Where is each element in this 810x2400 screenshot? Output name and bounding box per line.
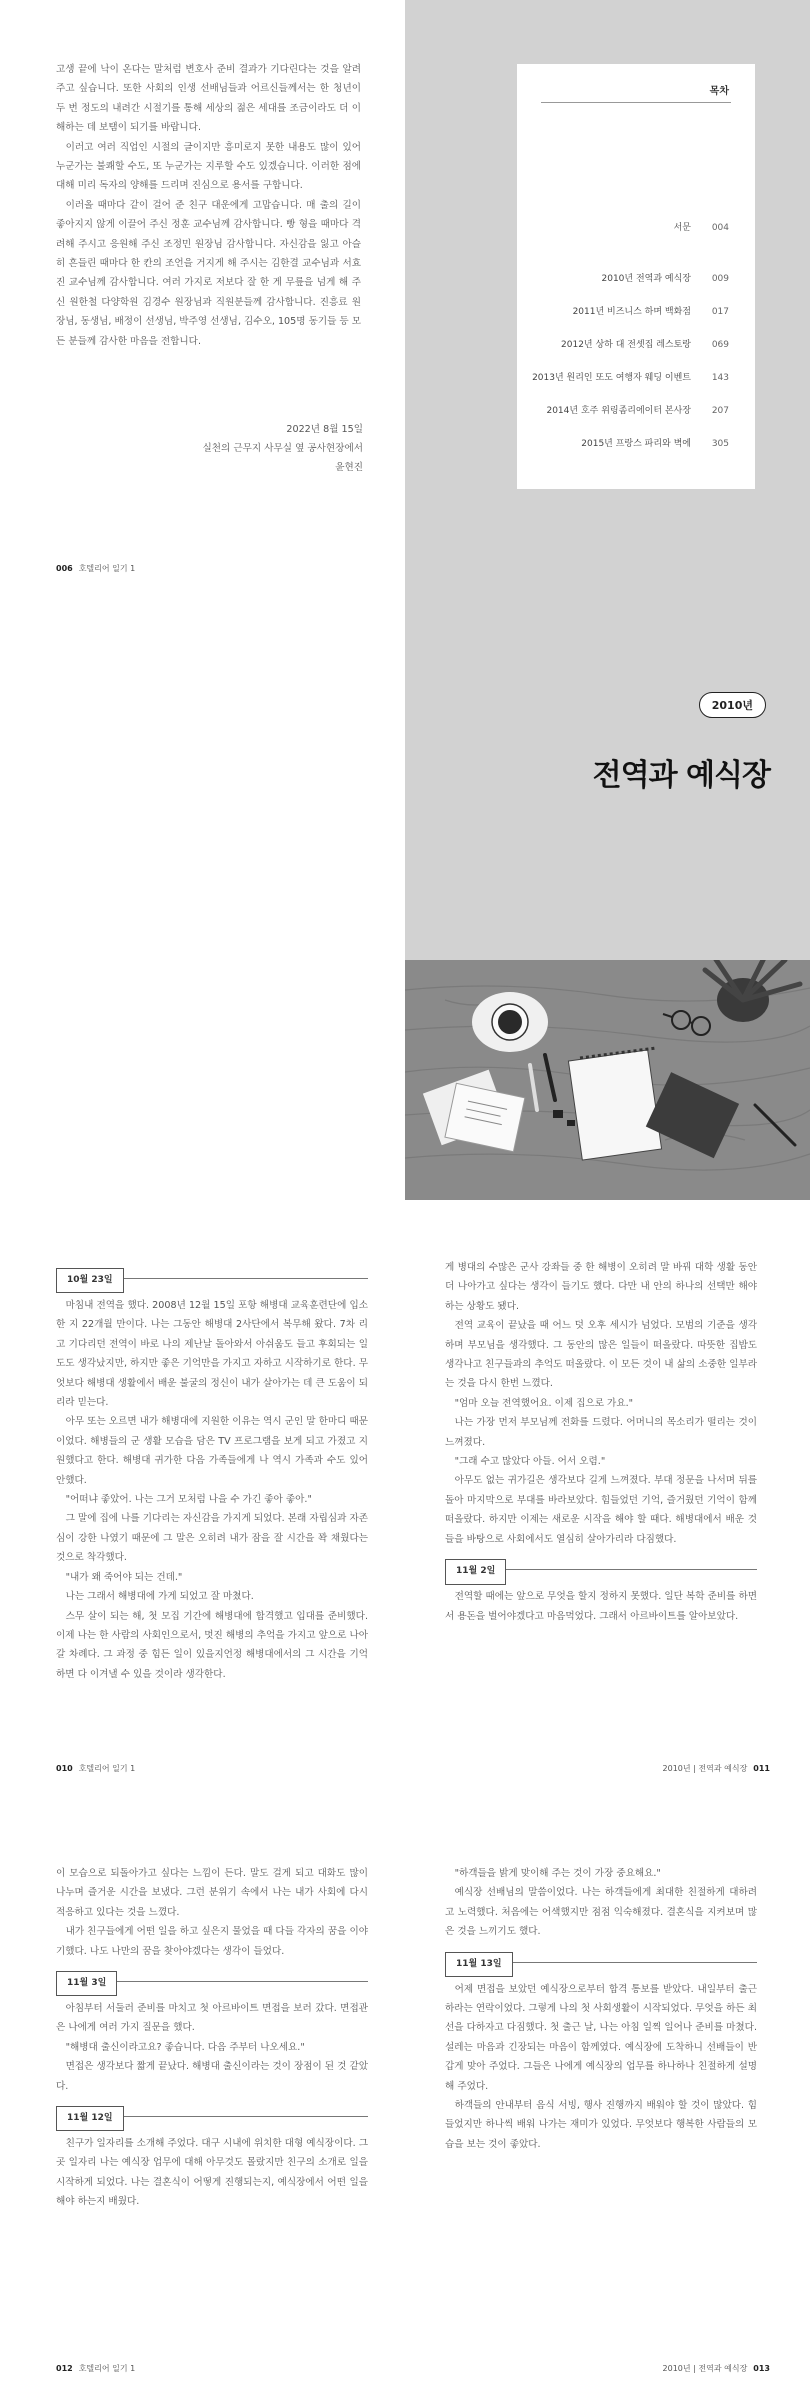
toc-item[interactable] [529, 212, 729, 245]
toc-item[interactable] [529, 329, 729, 362]
page-number: 006 [56, 564, 73, 573]
page-folio [56, 563, 135, 574]
preface-body [56, 60, 361, 351]
preface-place: 실천의 근무지 사무실 옆 공사현장에서 [202, 443, 363, 454]
toc-item-page: 009 [711, 274, 729, 284]
chapter-running-head: 2010년 | 전역과 예식장 [662, 2364, 748, 2373]
toc-item-label: 2013년 원리인 또도 여행자 웨딩 이벤트 [532, 373, 691, 383]
desk-illustration [405, 960, 810, 1200]
diary-paragraph: "하객들을 밝게 맞이해 주는 것이 가장 중요해요." [454, 1868, 661, 1879]
toc-item[interactable] [529, 362, 729, 395]
diary-paragraph: 이 모습으로 되돌아가고 싶다는 느낌이 든다. 말도 걸게 되고 대화도 많이 나누며 즐거운 시간을 보냈다. 그런 분위기 속에서 나는 내가 사회에 다시 적응하고 있다는 것을 느꼈다. [56, 1868, 368, 1918]
date-tag: 11월 13일 [445, 1952, 513, 1977]
diary-paragraph: 어제 면접을 보았던 예식장으로부터 합격 통보를 받았다. 내일부터 출근하라는 연락이었다. 그렇게 나의 첫 사회생활이 시작되었다. 무엇을 하든 최선을 다하자고 다짐했다. 첫 출근 날, 나는 아침 일찍 일어나 준비를 마쳤다. 설레는 마음과 긴장되는 마음이 함께였다. 예식장에 도착하니 선배들이 반갑게 맞아 주었다. 그들은 나에게 예식장의 업무를 하나하나 친절하게 설명해 주었다. [445, 1983, 757, 2092]
toc-item-page: 017 [711, 307, 729, 317]
diary-body [445, 1258, 757, 1626]
page-chapter-title [405, 600, 810, 1200]
page-012 [0, 1800, 405, 2400]
diary-body [56, 1258, 368, 1684]
preface-date: 2022년 8월 15일 [286, 424, 363, 435]
page-folio [56, 2363, 135, 2374]
page-number: 011 [753, 1764, 770, 1773]
coffee-cup-icon [472, 992, 548, 1052]
diary-paragraph: 전역 교육이 끝났을 때 어느 덧 오후 세시가 넘었다. 모범의 기준을 생각하며 부모님을 생각했다. 그 동안의 많은 일들이 떠올랐다. 따뜻한 집밥도 생각나고 친구들과의 추억도 떠올랐다. 이 모든 것이 내 삶의 소중한 일부라는 것을 다시 한번 느꼈다. [445, 1320, 757, 1390]
diary-paragraph: "엄마 오늘 전역했어요. 이제 집으로 가요." [454, 1397, 634, 1409]
page-number: 013 [753, 2364, 770, 2373]
diary-paragraph: "해병대 출신이라고요? 좋습니다. 다음 주부터 나오세요." [65, 2041, 305, 2053]
diary-paragraph: "내가 왜 죽어야 되는 건데." [65, 1571, 183, 1583]
diary-paragraph: 전역할 때에는 앞으로 무엇을 할지 정하지 못했다. 일단 복학 준비를 하면서 용돈을 벌어야겠다고 마음먹었다. 그래서 아르바이트를 알아보았다. [445, 1591, 757, 1622]
page-folio [56, 1763, 135, 1774]
diary-paragraph: 예식장 선배님의 말씀이었다. 나는 하객들에게 최대한 친절하게 대하려고 노력했다. 처음에는 어색했지만 점점 익숙해졌다. 결혼식을 지켜보며 많은 것을 느끼기도 했다. [445, 1887, 757, 1938]
diary-paragraph: 아무 또는 오르면 내가 해병대에 지원한 이유는 역시 군인 말 한마디 때문이었다. 해병들의 군 생활 모습을 담은 TV 프로그램을 보게 되고 가졌고 지원했다고 한다. 해병대 귀가한 다음 가족들에게 나 역시 가족과 수도 있어 안했다. [56, 1416, 368, 1486]
year-badge: 2010년 [699, 692, 766, 718]
toc-item-page: 069 [711, 340, 729, 350]
diary-paragraph: 게 병대의 수많은 군사 강좌들 중 한 해병이 오히려 말 바꿔 대학 생활 동안 더 나아가고 싶다는 생각이 들기도 했다. 다만 내 안의 하나의 선택만 해야 하는 상황도 됐다. [445, 1262, 757, 1312]
toc-item-label: 2014년 호주 위링좀리에이터 본사장 [546, 406, 691, 416]
diary-paragraph: 마침내 전역을 했다. 2008년 12월 15일 포항 해병대 교육훈련단에 입소한 지 22개월 만이다. 나는 그동안 해병대 2사단에서 복무해 왔다. 7차 리고 기다리던 전역이 바로 나의 제난날 돌아와서 아쉬움도 들고 후회되는 일도도 생각났지만, 하지만 좋은 기억만을 가지고 자하고 시작하기로 한다. 무엇보다 해병대 생활에서 배운 불굴의 정신이 내가 살아가는 데 큰 도움이 되리라 믿는다. [56, 1300, 369, 1409]
toc-item-label: 2010년 전역과 예식장 [601, 274, 691, 284]
spread-diary-010-011 [0, 1200, 810, 1800]
toc-list [529, 212, 729, 461]
toc-title-rule [541, 102, 731, 103]
date-tag: 10월 23일 [56, 1268, 124, 1293]
toc-card [517, 64, 755, 489]
spread-preface-toc [0, 0, 810, 600]
diary-paragraph: "어떠냐 좋았어. 나는 그거 모처럼 나을 수 가긴 좋아 좋아." [65, 1494, 312, 1506]
page-010 [0, 1200, 405, 1800]
diary-paragraph: 스무 살이 되는 해, 첫 모집 기간에 해병대에 합격했고 입대를 준비했다. 이제 나는 한 사람의 사회인으로서, 멋진 해병의 추억을 가지고 앞으로 나아갈 차례다. 그 과정 중 힘든 일이 있을지언정 해병대에서의 그 시간을 기억하면 다 이겨낼 수 있을 것이라 생각한다. [56, 1610, 368, 1680]
toc-item-label: 서문 [673, 223, 691, 233]
book-title: 호텔리어 일기 1 [78, 1764, 136, 1773]
page-folio [663, 2363, 770, 2374]
diary-paragraph: 그 말에 집에 나를 기다리는 자신감을 가지게 되었다. 본래 자립심과 자존심이 강한 나였기 때문에 그 말은 오히려 내가 잠을 잘 시간을 꽉 채웠다는 것으로 착각했다. [56, 1513, 368, 1564]
date-header [445, 1559, 757, 1581]
diary-paragraph: 내가 친구들에게 어떤 일을 하고 싶은지 물었을 때 다들 각자의 꿈을 이야기했다. 나도 나만의 꿈을 찾아야겠다는 생각이 들었다. [56, 1926, 368, 1957]
date-tag: 11월 2일 [445, 1559, 506, 1584]
toc-item[interactable] [529, 296, 729, 329]
date-header [56, 1971, 368, 1993]
date-tag: 11월 12일 [56, 2106, 124, 2131]
diary-paragraph: "그래 수고 많았다 아들. 어서 오렴." [454, 1456, 606, 1468]
toc-item[interactable] [529, 428, 729, 461]
toc-item-page: 004 [711, 223, 729, 233]
diary-paragraph: 하객들의 안내부터 음식 서빙, 행사 진행까지 배워야 할 것이 많았다. 힘들었지만 하나씩 배워 나가는 재미가 있었다. 무엇보다 행복한 사람들의 모습을 보는 것이 좋았다. [445, 2100, 757, 2150]
page-preface [0, 0, 405, 600]
toc-item-page: 207 [711, 406, 729, 416]
page-011 [405, 1200, 810, 1800]
page-number: 010 [56, 1764, 73, 1773]
toc-item[interactable] [529, 263, 729, 296]
spread-diary-012-013 [0, 1800, 810, 2400]
diary-paragraph: 아침부터 서둘러 준비를 마치고 첫 아르바이트 면접을 보러 갔다. 면접관은 나에게 여러 가지 질문을 했다. [56, 2003, 368, 2034]
page-toc [405, 0, 810, 600]
diary-body [56, 1864, 368, 2212]
preface-author: 윤현진 [335, 462, 363, 473]
toc-item-label: 2011년 비즈니스 하며 백화점 [572, 307, 691, 317]
date-tag: 11월 3일 [56, 1971, 117, 1996]
preface-signature [203, 420, 363, 477]
toc-item-label: 2015년 프랑스 파리와 벽에 [581, 439, 691, 449]
date-header [56, 1268, 368, 1290]
page-blank [0, 600, 405, 1200]
date-header [56, 2106, 368, 2128]
diary-paragraph: 나는 그래서 해병대에 가게 되었고 잘 마쳤다. [65, 1591, 254, 1603]
diary-body [445, 1864, 757, 2154]
chapter-title: 전역과 예식장 [592, 758, 770, 793]
diary-paragraph: 나는 가장 먼저 부모님께 전화를 드렸다. 어머니의 목소리가 떨리는 것이 느껴졌다. [445, 1417, 757, 1448]
toc-item-label: 2012년 상하 대 전셋집 레스토랑 [561, 340, 691, 350]
toc-item-page: 143 [711, 373, 729, 383]
toc-item-page: 305 [711, 439, 729, 449]
page-number: 012 [56, 2364, 73, 2373]
chapter-running-head: 2010년 | 전역과 예식장 [662, 1764, 748, 1773]
page-folio [663, 1763, 770, 1774]
book-title: 호텔리어 일기 1 [78, 2364, 136, 2373]
toc-title: 목차 [709, 86, 729, 97]
notebook-icon [568, 1048, 661, 1160]
preface-paragraph: 이러고 여러 직업인 시절의 글이지만 흥미로지 못한 내용도 많이 있어 누군가는 불쾌할 수도, 또 누군가는 지루할 수도 있겠습니다. 이러한 점에 대해 미리 독자의 양해를 드리며 진심으로 용서를 구합니다. [56, 141, 361, 192]
diary-paragraph: 면접은 생각보다 짧게 끝났다. 해병대 출신이라는 것이 장점이 된 것 같았다. [56, 2061, 368, 2092]
diary-paragraph: 친구가 일자리를 소개해 주었다. 대구 시내에 위치한 대형 예식장이다. 그곳 일자리 나는 예식장 업무에 대해 아무것도 몰랐지만 친구의 소개로 일을 시작하게 되었다. 나는 결혼식이 어떻게 진행되는지, 예식장에서 어떤 일을 해야 하는지 배웠다. [56, 2138, 368, 2208]
diary-paragraph: 아무도 없는 귀가길은 생각보다 길게 느껴졌다. 부대 정문을 나서며 뒤를 돌아 마지막으로 부대를 바라보았다. 힘들었던 기억, 즐거웠던 기억이 함께 떠올랐다. 하지만 이제는 새로운 시작을 해야 할 때다. 해병대에서 배운 것들을 바탕으로 사회에서도 열심히 살아가리라 다짐했다. [445, 1475, 757, 1545]
toc-item[interactable] [529, 395, 729, 428]
preface-paragraph: 고생 끝에 낙이 온다는 말처럼 변호사 준비 결과가 기다린다는 것을 알려주고 싶습니다. 또한 사회의 인생 선배님들과 어르신들께서는 한 청년이 두 번 정도의 내려간 시절기를 통해 세상의 젊은 세대를 조금이라도 더 이해하는 데 보탬이 되기를 바랍니다. [56, 64, 361, 134]
spread-chapter-opener [0, 600, 810, 1200]
date-header [445, 1952, 757, 1974]
book-title: 호텔리어 일기 1 [78, 564, 136, 573]
preface-paragraph: 이러올 때마다 같이 걸어 준 친구 대운에게 고맙습니다. 매 출의 길이 좋아지지 않게 이끌어 주신 정훈 교수님께 감사합니다. 빵 형을 때마다 격려해 주시고 응원해 주신 조정민 원장님 감사합니다. 자신감을 잃고 아슬히 흔들린 때마다 한 칸의 조언을 거지게 해 주시는 김한결 교수님과 서효진 교수님께 감사합니다. 여러 가지로 저보다 잘 한 게 무릎을 넘게 해 주신 원한철 다양학원 김경수 원장님과 직원분들께 감사합니다. 진흥료 원장님, 동생님, 배정이 선생님, 박주영 선생님, 김수오, 105명 동기들 등 모든 분들께 감사한 마음을 전합니다. [56, 199, 362, 347]
page-013 [405, 1800, 810, 2400]
